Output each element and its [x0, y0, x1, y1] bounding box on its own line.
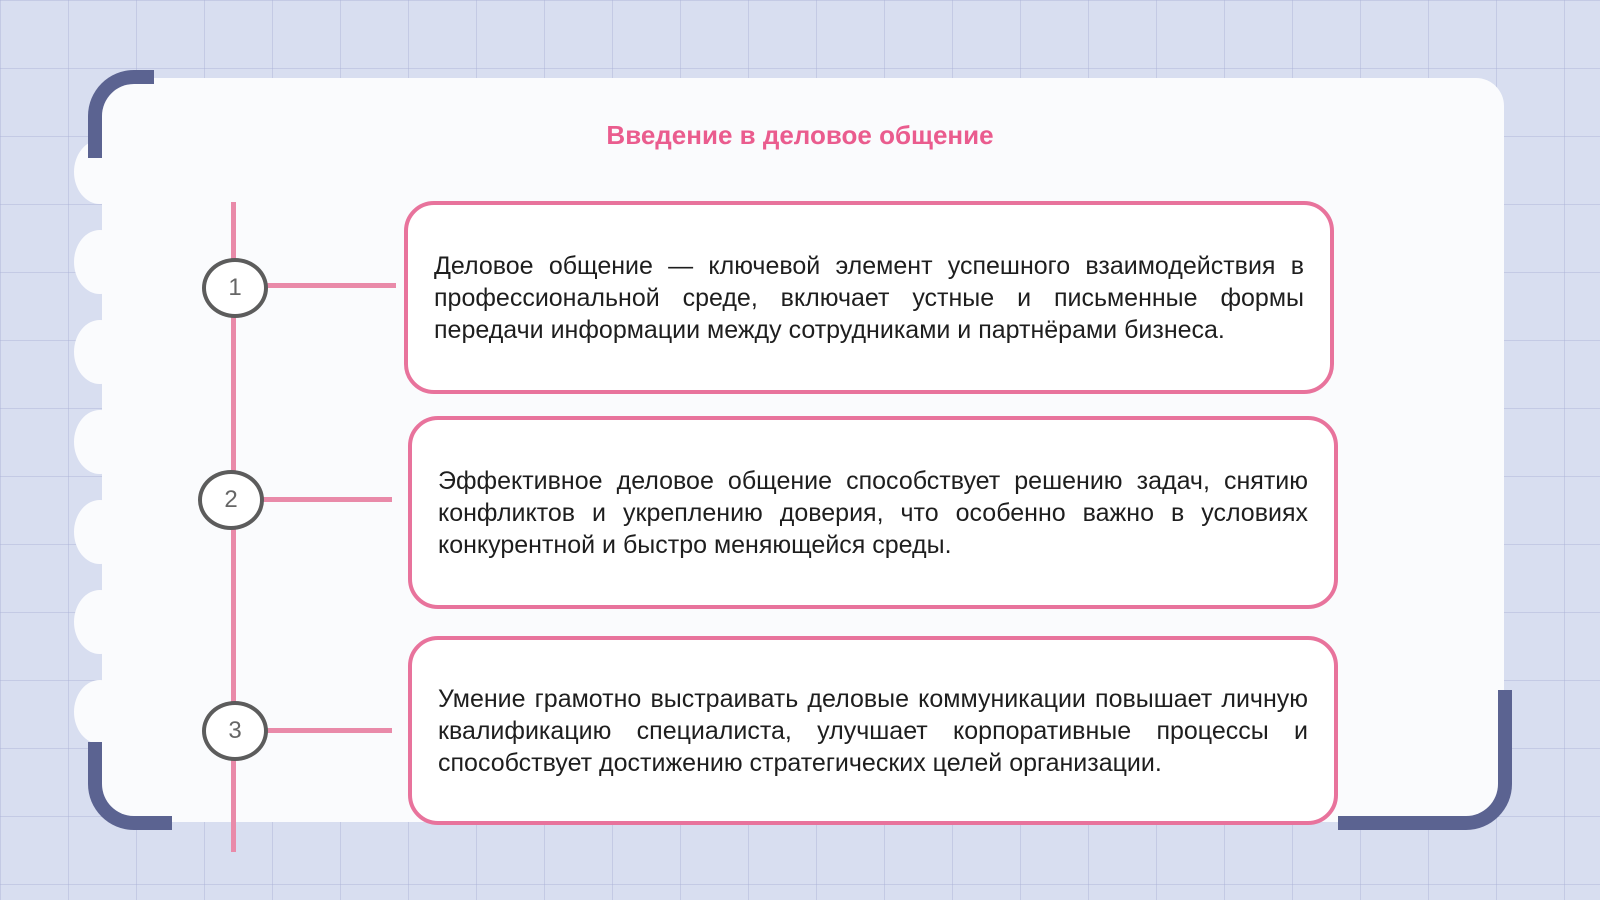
step-number-3: 3 — [202, 701, 268, 761]
scallop-edge — [74, 230, 126, 294]
corner-bracket-bottom-right — [1338, 690, 1512, 830]
connector-3 — [262, 728, 392, 733]
step-number-1: 1 — [202, 258, 268, 318]
connector-1 — [262, 283, 396, 288]
info-text-2: Эффективное деловое общение способствует решению задач, снятию конфликтов и укреплению доверия, что особенно важно в условиях конкурентной и быстро меняющейся среды. — [438, 466, 1308, 559]
info-text-3: Умение грамотно выстраивать деловые коммуникации повышает личную квалификацию специалиста, улучшает корпоративные процессы и способствует достижению стратегических целей организации. — [438, 684, 1308, 777]
scallop-edge — [74, 590, 126, 654]
info-box-3 — [408, 636, 1338, 825]
info-box-2 — [408, 416, 1338, 609]
info-box-1 — [404, 201, 1334, 394]
connector-2 — [262, 497, 392, 502]
info-text-1: Деловое общение — ключевой элемент успешного взаимодействия в профессиональной среде, включает устные и письменные формы передачи информации между сотрудниками и партнёрами бизнеса. — [434, 251, 1304, 344]
step-number-2: 2 — [198, 470, 264, 530]
scallop-edge — [74, 410, 126, 474]
scallop-edge — [74, 680, 126, 744]
corner-bracket-bottom-left — [88, 742, 172, 830]
scallop-edge — [74, 320, 126, 384]
scallop-edge — [74, 500, 126, 564]
slide-title: Введение в деловое общение — [606, 120, 994, 150]
